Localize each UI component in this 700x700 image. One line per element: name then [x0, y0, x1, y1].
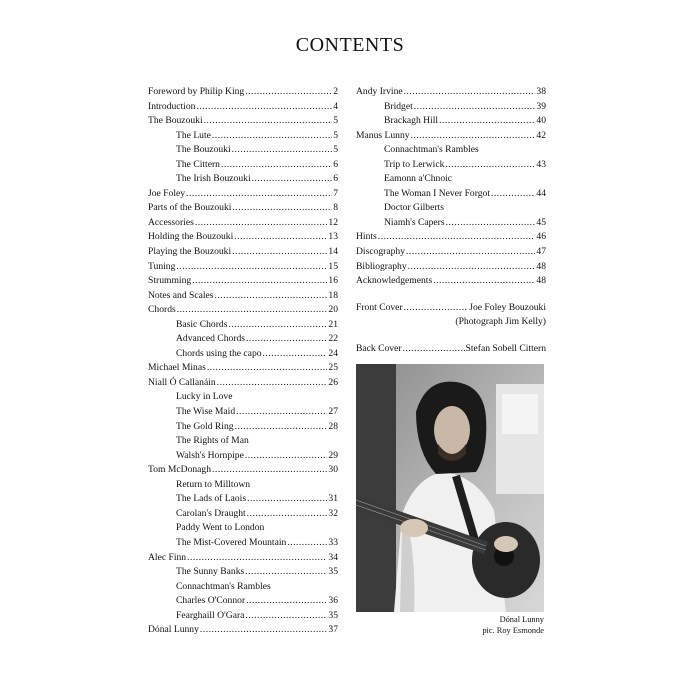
toc-entry-page: 45 [536, 216, 546, 228]
toc-entry-page: 7 [333, 187, 338, 199]
toc-entry [148, 101, 338, 116]
toc-entry-page: 39 [536, 100, 546, 112]
leader-dots [246, 595, 327, 606]
leader-dots [245, 86, 332, 97]
toc-entry-title: Introduction [148, 100, 196, 112]
leader-dots [245, 450, 328, 461]
leader-dots [235, 421, 328, 432]
toc-entry [148, 435, 338, 450]
toc-entry [148, 406, 338, 421]
toc-entry-title: Basic Chords [176, 318, 228, 330]
toc-entry [148, 130, 338, 145]
toc-entry-title: Playing the Bouzouki [148, 246, 232, 258]
toc-entry [148, 333, 338, 348]
toc-entry-title: Acknowledgements [356, 275, 433, 287]
leader-dots [195, 217, 328, 228]
toc-entry-page: 30 [328, 464, 338, 476]
leader-dots [439, 115, 535, 126]
toc-entry-title: Manus Lunny [356, 129, 410, 141]
toc-entry-title: Dónal Lunny [148, 624, 199, 636]
toc-entry-title: Accessories [148, 216, 194, 228]
toc-entry-title: Parts of the Bouzouki [148, 202, 232, 214]
page-title: CONTENTS [295, 34, 405, 56]
toc-entry [148, 450, 338, 465]
leader-dots [287, 537, 327, 548]
toc-entry-title: The Wise Maid [176, 406, 236, 418]
toc-entry-page: 28 [328, 420, 338, 432]
toc-entry-title: Doctor Gilberts [384, 202, 444, 214]
leader-dots [414, 101, 536, 112]
toc-entry [148, 610, 338, 625]
leader-dots [200, 624, 328, 635]
toc-entry-page: 16 [328, 275, 338, 287]
toc-entry [148, 217, 338, 232]
toc-entry-title: The Cittern [176, 158, 220, 170]
toc-entry [148, 246, 338, 261]
toc-entry-title: Joe Foley [148, 187, 186, 199]
toc-entry [356, 101, 546, 116]
leader-dots [234, 231, 327, 242]
toc-entry-page: 21 [328, 318, 338, 330]
toc-entry-page: 38 [536, 86, 546, 97]
toc-entry-page: 6 [333, 158, 338, 170]
toc-entry-title: The Bouzouki [148, 115, 203, 127]
toc-entry-title: The Sunny Banks [176, 566, 245, 578]
toc-entry [356, 144, 546, 159]
toc-entry-page: 43 [536, 158, 546, 170]
toc-entry-title: Connachtman's Rambles [176, 580, 271, 592]
toc-entry [148, 595, 338, 610]
toc-entry-title: Michael Minas [148, 362, 206, 374]
toc-entry-title: Foreword by Philip King [148, 86, 245, 97]
toc-entry [356, 159, 546, 174]
toc-entry-page: 35 [328, 566, 338, 578]
leader-dots [232, 202, 332, 213]
toc-entry-title: Bibliography [356, 260, 407, 272]
toc-entry-title: Bridget [384, 100, 413, 112]
toc-entry-page: 5 [333, 115, 338, 127]
leader-dots [221, 159, 332, 170]
leader-dots [187, 552, 327, 563]
toc-entry [148, 144, 338, 159]
toc-entry [356, 86, 546, 101]
toc-entry [356, 130, 546, 145]
toc-entry-page: 27 [328, 406, 338, 418]
toc-entry [148, 552, 338, 567]
toc-entry-page: 44 [536, 187, 546, 199]
toc-entry-title: Advanced Chords [176, 333, 246, 345]
toc-entry-title: Lucky in Love [176, 391, 233, 403]
toc-entry-page: 4 [333, 100, 338, 112]
toc-entry-title: Brackagh Hill [384, 115, 439, 127]
toc-entry-title: Carolan's Draught [176, 507, 246, 519]
toc-entry-page: 26 [328, 376, 338, 388]
toc-entry-page: 2 [333, 86, 338, 97]
toc-entry-page: 14 [328, 246, 338, 258]
toc-entry-page: 25 [328, 362, 338, 374]
leader-dots [408, 261, 536, 272]
toc-entry [148, 391, 338, 406]
photo-caption-name: Dónal Lunny [499, 615, 544, 624]
toc-entry-page: 8 [333, 202, 338, 214]
toc-entry-title: Strumming [148, 275, 192, 287]
leader-dots [246, 333, 327, 344]
toc-entry [356, 246, 546, 261]
toc-entry-title: Fearghaill O'Gara [176, 609, 245, 621]
leader-dots [404, 86, 536, 97]
toc-entry [148, 319, 338, 334]
contents-right-list [356, 86, 546, 290]
toc-entry-page: 15 [328, 260, 338, 272]
toc-entry [148, 464, 338, 479]
toc-entry-page: 47 [536, 246, 546, 258]
toc-entry-page: 35 [328, 609, 338, 621]
toc-entry [148, 508, 338, 523]
toc-entry-page: 48 [536, 260, 546, 272]
toc-entry [148, 290, 338, 305]
leader-dots [378, 231, 536, 242]
toc-entry-page: 33 [328, 536, 338, 548]
toc-entry [356, 261, 546, 276]
toc-entry-title: Chords using the capo [176, 347, 262, 359]
toc-entry-title: Holding the Bouzouki [148, 231, 234, 243]
leader-dots [204, 115, 333, 126]
toc-entry-page: 48 [536, 275, 546, 287]
toc-entry-title: The Rights of Man [176, 435, 249, 447]
toc-entry [148, 566, 338, 581]
toc-entry [356, 275, 546, 290]
toc-entry [148, 581, 338, 596]
toc-entry [148, 421, 338, 436]
back-cover-credit [356, 343, 546, 358]
toc-entry-page: 42 [536, 129, 546, 141]
leader-dots [245, 566, 327, 577]
toc-entry-page: 36 [328, 595, 338, 607]
toc-entry-title: Alec Finn [148, 551, 187, 563]
toc-entry [148, 86, 338, 101]
leader-dots [263, 348, 328, 359]
toc-entry-title: The Lads of Laois [176, 493, 247, 505]
toc-entry [356, 202, 546, 217]
front-cover-value: Joe Foley Bouzouki [469, 301, 546, 313]
toc-entry-title: Return to Milltown [176, 478, 251, 490]
toc-entry-title: Eamonn a'Chnoic [384, 173, 453, 185]
leader-dots [176, 261, 327, 272]
photo-caption [356, 614, 544, 636]
toc-entry-title: Connachtman's Rambles [384, 144, 479, 156]
toc-entry-page: 22 [328, 333, 338, 345]
leader-dots [232, 246, 327, 257]
front-cover-photo-credit: (Photograph Jim Kelly) [455, 316, 546, 328]
toc-entry [356, 115, 546, 130]
toc-entry [148, 362, 338, 377]
toc-entry [356, 173, 546, 188]
toc-entry-title: The Lute [176, 129, 211, 141]
toc-entry-page: 31 [328, 493, 338, 505]
toc-entry-page: 18 [328, 289, 338, 301]
leader-dots [433, 275, 535, 286]
leader-dots [177, 304, 328, 315]
leader-dots [411, 130, 536, 141]
leader-dots [446, 217, 536, 228]
toc-entry [148, 115, 338, 130]
toc-entry-page: 34 [328, 551, 338, 563]
toc-entry [148, 479, 338, 494]
toc-entry-page: 24 [328, 347, 338, 359]
toc-entry [148, 377, 338, 392]
leader-dots [217, 377, 328, 388]
contents-left-column [148, 86, 338, 639]
toc-entry-title: Tom McDonagh [148, 464, 212, 476]
front-cover-credit [356, 302, 546, 317]
toc-entry-title: The Bouzouki [176, 144, 231, 156]
toc-entry [148, 348, 338, 363]
toc-entry [148, 173, 338, 188]
toc-entry [148, 188, 338, 203]
toc-entry [148, 202, 338, 217]
toc-entry-title: Notes and Scales [148, 289, 214, 301]
toc-entry-page: 13 [328, 231, 338, 243]
toc-entry [148, 231, 338, 246]
toc-entry [356, 188, 546, 203]
back-cover-label: Back Cover [356, 342, 402, 354]
toc-entry-page: 46 [536, 231, 546, 243]
toc-entry-title: Niall Ó Callanáin [148, 376, 216, 388]
toc-entry [356, 231, 546, 246]
photo-caption-credit: pic. Roy Esmonde [482, 626, 544, 635]
leader-dots [207, 362, 328, 373]
toc-entry-title: Chords [148, 304, 176, 316]
toc-entry [148, 304, 338, 319]
toc-entry [148, 624, 338, 639]
toc-entry-page: 29 [328, 449, 338, 461]
toc-entry [148, 522, 338, 537]
toc-entry [148, 159, 338, 174]
leader-dots [196, 101, 332, 112]
toc-entry-title: The Irish Bouzouki [176, 173, 251, 185]
leader-dots [404, 302, 469, 313]
toc-entry-title: Paddy Went to London [176, 522, 265, 534]
toc-entry [356, 217, 546, 232]
leader-dots [215, 290, 328, 301]
toc-entry-title: Tuning [148, 260, 176, 272]
leader-dots [232, 144, 333, 155]
toc-entry [148, 537, 338, 552]
toc-entry-page: 20 [328, 304, 338, 316]
back-cover-value: Stefan Sobell Cittern [465, 342, 546, 354]
toc-entry-page: 37 [328, 624, 338, 636]
toc-entry-page: 40 [536, 115, 546, 127]
toc-entry-page: 5 [333, 129, 338, 141]
leader-dots [247, 493, 327, 504]
leader-dots [228, 319, 327, 330]
leader-dots [212, 130, 332, 141]
toc-entry-page: 12 [328, 216, 338, 228]
toc-entry [148, 493, 338, 508]
leader-dots [186, 188, 332, 199]
leader-dots [403, 343, 465, 354]
toc-entry [148, 275, 338, 290]
toc-entry [148, 261, 338, 276]
leader-dots [236, 406, 327, 417]
leader-dots [192, 275, 327, 286]
photo-donal-lunny [356, 364, 544, 612]
toc-entry-title: Hints [356, 231, 377, 243]
leader-dots [445, 159, 535, 170]
leader-dots [245, 610, 327, 621]
toc-entry-title: The Woman I Never Forgot [384, 187, 490, 199]
toc-entry-title: Charles O'Connor [176, 595, 246, 607]
leader-dots [247, 508, 328, 519]
contents-right-column [356, 86, 546, 357]
toc-entry-page: 32 [328, 507, 338, 519]
toc-entry-title: Trip to Lerwick [384, 158, 445, 170]
musician-photo-illustration [356, 364, 544, 612]
leader-dots [491, 188, 535, 199]
toc-entry-title: Walsh's Hornpipe [176, 449, 244, 461]
toc-entry-title: The Mist-Covered Mountain [176, 536, 287, 548]
toc-entry-title: Discography [356, 246, 406, 258]
leader-dots [252, 173, 333, 184]
toc-entry-page: 5 [333, 144, 338, 156]
toc-entry-title: The Gold Ring [176, 420, 234, 432]
toc-entry-title: Niamh's Capers [384, 216, 445, 228]
leader-dots [212, 464, 327, 475]
leader-dots [406, 246, 535, 257]
toc-entry-title: Andy Irvine [356, 86, 403, 97]
toc-entry-page: 6 [333, 173, 338, 185]
front-cover-label: Front Cover [356, 301, 403, 313]
